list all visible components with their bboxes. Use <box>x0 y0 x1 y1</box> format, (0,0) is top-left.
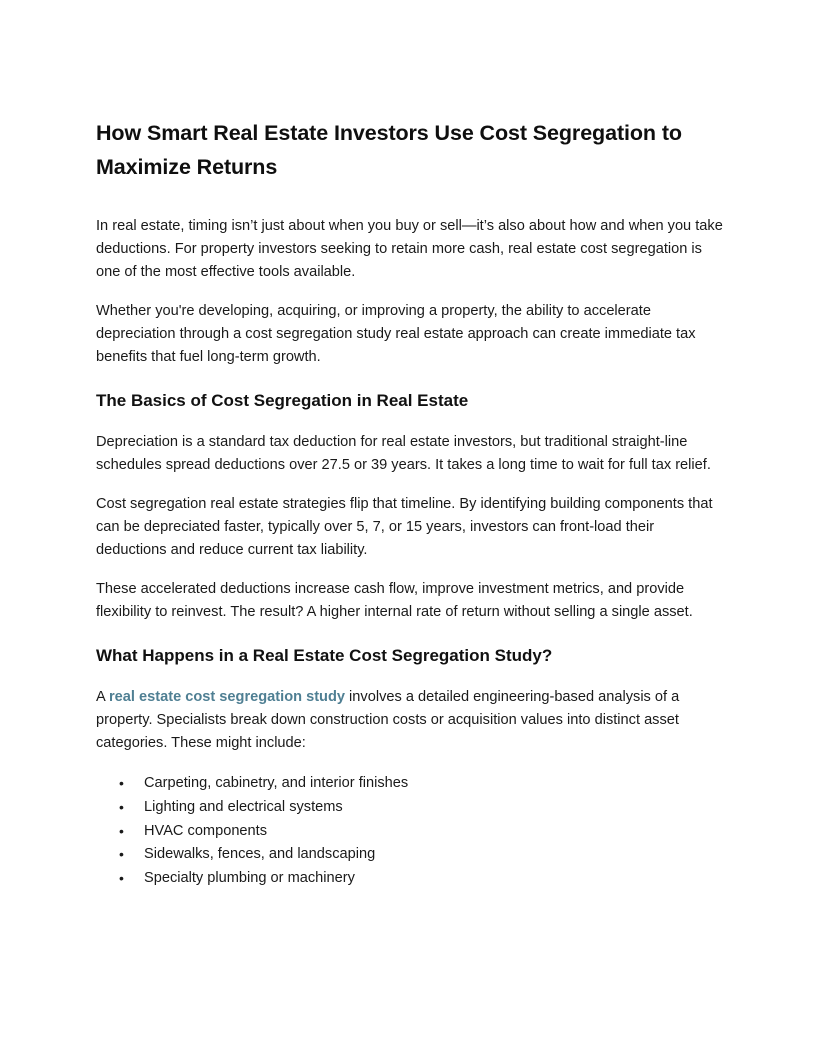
intro-paragraph-1: In real estate, timing isn’t just about when you buy or sell—it’s also about how and when you take deductions. For property investors seeking to retain more cash, real estate cost segregation is one of the most effective tools available. <box>96 218 723 280</box>
basics-paragraph-3: These accelerated deductions increase cash flow, improve investment metrics, and provide flexibility to reinvest. The result? A higher internal rate of return without selling a single asset. <box>96 581 693 620</box>
asset-category-list <box>96 772 726 891</box>
list-item-text: Carpeting, cabinetry, and interior finishes <box>144 775 409 791</box>
intro-paragraph-2: Whether you're developing, acquiring, or improving a property, the ability to accelerate depreciation through a cost segregation study real estate approach can create immediate tax benefits that fuel long-term growth. <box>96 303 696 365</box>
bullet-icon: • <box>119 822 124 839</box>
list-item-text: Lighting and electrical systems <box>144 798 343 815</box>
section-heading-basics: The Basics of Cost Segregation in Real Estate <box>96 391 469 410</box>
list-item <box>96 843 726 867</box>
list-item <box>96 867 726 891</box>
basics-paragraph-1: Depreciation is a standard tax deduction for real estate investors, but traditional straight-line schedules spread deductions over 27.5 or 39 years. It takes a long time to wait for full tax relief. <box>96 434 711 473</box>
study-paragraph-1 <box>96 686 726 755</box>
page-title: How Smart Real Estate Investors Use Cost Segregation to Maximize Returns <box>96 121 682 179</box>
section-heading-study: What Happens in a Real Estate Cost Segregation Study? <box>96 646 553 665</box>
cost-segregation-study-link[interactable]: real estate cost segregation study <box>108 689 345 705</box>
bullet-icon: • <box>119 870 124 887</box>
list-item <box>96 772 726 796</box>
list-item-text: Specialty plumbing or machinery <box>144 870 355 887</box>
bullet-icon: • <box>119 846 124 863</box>
study-paragraph-suffix: involves a detailed engineering-based analysis of a property. Specialists break down construction costs or acquisition values into distinct asset categories. These might include: <box>96 689 680 751</box>
bullet-icon: • <box>119 798 124 815</box>
list-item-text: HVAC components <box>144 822 268 839</box>
study-paragraph-prefix: A <box>96 689 109 705</box>
document-page <box>96 116 726 891</box>
list-item <box>96 820 726 844</box>
basics-paragraph-2: Cost segregation real estate strategies flip that timeline. By identifying building components that can be depreciated faster, typically over 5, 7, or 15 years, investors can front-load their deductions and reduce current tax liability. <box>96 496 713 558</box>
bullet-icon: • <box>119 775 124 791</box>
list-item <box>96 796 726 820</box>
list-item-text: Sidewalks, fences, and landscaping <box>144 846 376 863</box>
